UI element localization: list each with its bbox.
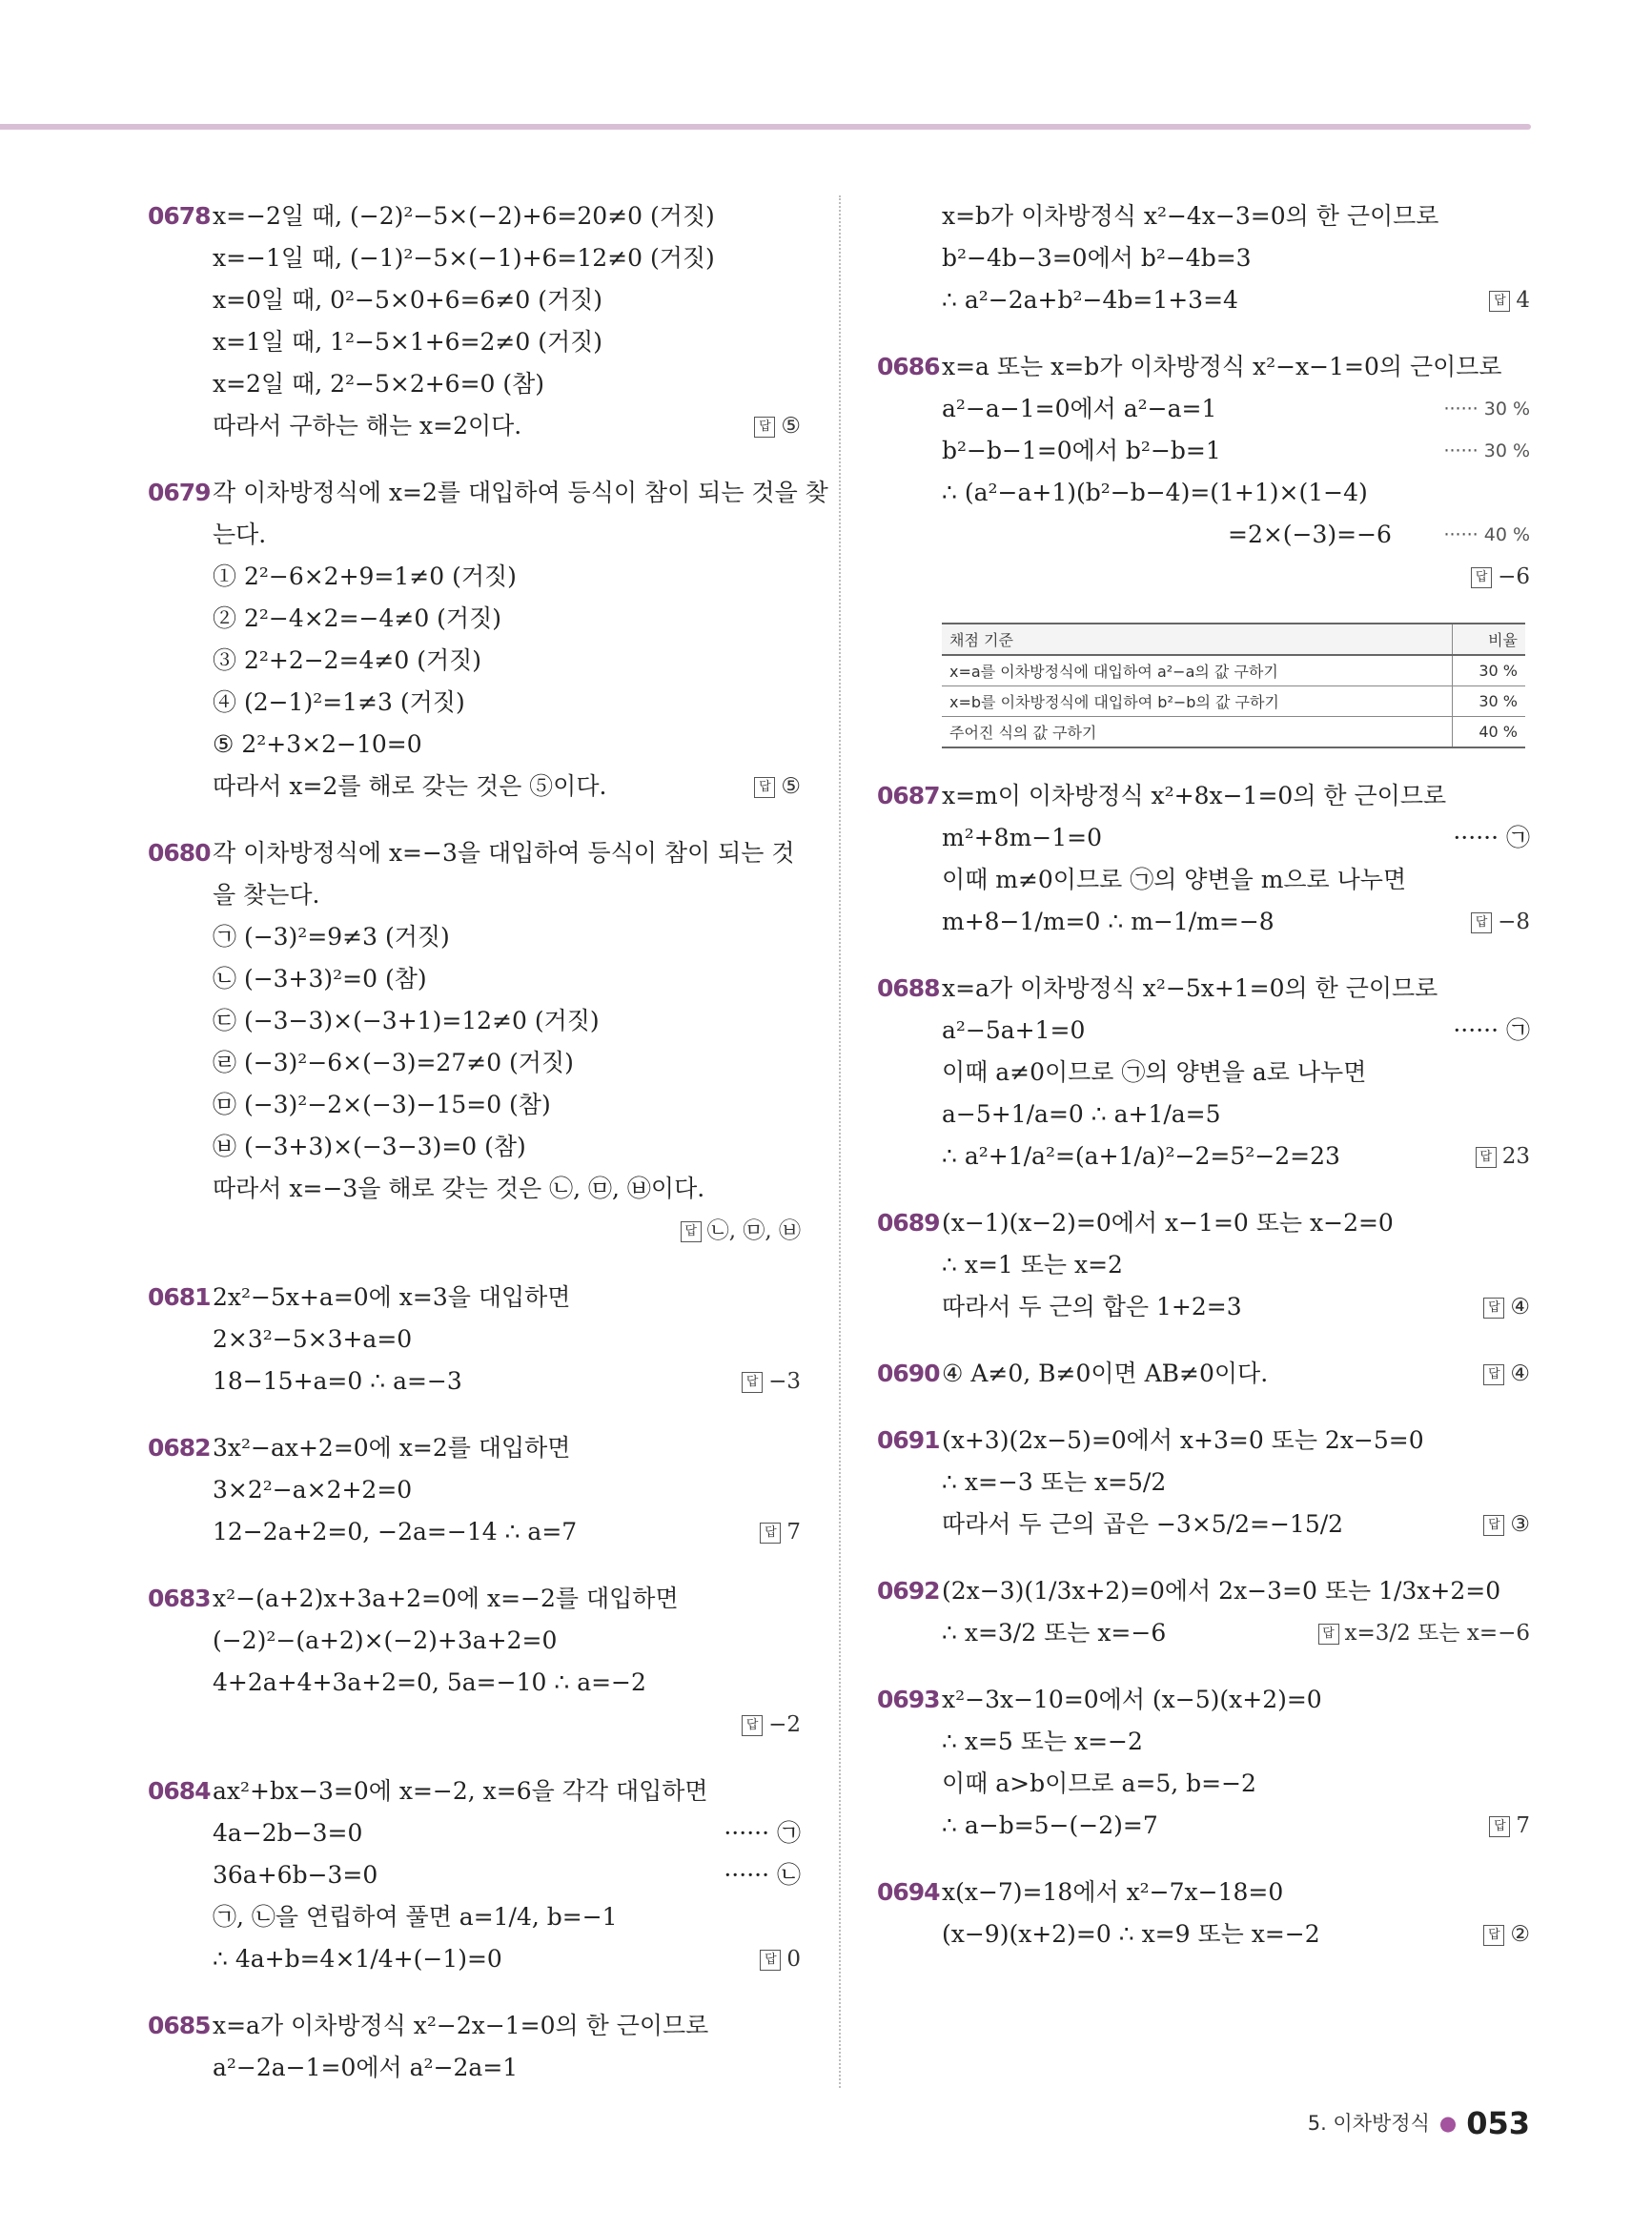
- solution-line: [942, 1872, 1530, 1913]
- header-ratio: 비율: [1453, 624, 1526, 655]
- page-footer: [1308, 2105, 1530, 2141]
- solution-line: [942, 556, 1530, 598]
- solution-line: [942, 1763, 1530, 1805]
- solution-line: [942, 346, 1530, 388]
- answer-value: ②: [1510, 1922, 1530, 1947]
- answer-value: −8: [1498, 910, 1530, 934]
- answer-value: ⑤: [781, 414, 801, 439]
- line-text: x²−3x−10=0에서 (x−5)(x+2)=0: [942, 1686, 1322, 1713]
- page-number: 053: [1466, 2105, 1530, 2141]
- problem-number: 0686: [877, 353, 940, 380]
- line-text: 따라서 두 근의 합은 1+2=3: [942, 1293, 1242, 1320]
- problem-0689: [877, 1202, 1530, 1328]
- line-text: (x−1)(x−2)=0에서 x−1=0 또는 x−2=0: [942, 1209, 1394, 1237]
- line-text: ∴ x=−3 또는 x=5/2: [942, 1468, 1167, 1496]
- problem-0691: [877, 1420, 1530, 1545]
- equation-reference: ······ ㉠: [1453, 824, 1530, 851]
- solution-line: [213, 1511, 801, 1553]
- line-text: ∴ x=3/2 또는 x=−6: [942, 1619, 1167, 1647]
- problem-0694: [877, 1872, 1530, 1955]
- line-text: 이때 a>b이므로 a=5, b=−2: [942, 1770, 1256, 1797]
- line-text: 12−2a+2=0, −2a=−14 ∴ a=7: [213, 1518, 578, 1545]
- line-text: =2×(−3)=−6: [1228, 521, 1392, 548]
- solution-line: [942, 1679, 1530, 1721]
- answer-mark-icon: 답: [1476, 1147, 1497, 1168]
- answer-value: ㉡, ㉤, ㉥: [706, 1218, 801, 1243]
- solution-line: [213, 1938, 801, 1980]
- line-text: 따라서 x=2를 해로 갖는 것은 ⑤이다.: [213, 772, 607, 800]
- solution-line: [213, 682, 801, 724]
- problem-number: 0679: [148, 479, 211, 506]
- line-text: (−2)²−(a+2)×(−2)+3a+2=0: [213, 1626, 558, 1654]
- solution-line: [213, 1578, 801, 1620]
- answer-mark-icon: 답: [1471, 567, 1492, 588]
- problem-number: 0681: [148, 1283, 211, 1311]
- problem-0681: [148, 1277, 801, 1402]
- line-text: ㉢ (−3−3)×(−3+1)=12≠0 (거짓): [213, 1007, 600, 1034]
- solution-line: [213, 1042, 801, 1084]
- solution-line: [213, 1168, 801, 1210]
- answer-value: −2: [768, 1712, 801, 1737]
- answer: [754, 405, 801, 447]
- line-text: 2x²−5x+a=0에 x=3을 대입하면: [213, 1283, 571, 1311]
- line-text: 4+2a+4+3a+2=0, 5a=−10 ∴ a=−2: [213, 1668, 646, 1696]
- line-text: x=a가 이차방정식 x²−5x+1=0의 한 근이므로: [942, 974, 1438, 1002]
- solution-line: [213, 640, 801, 682]
- line-text: x=a가 이차방정식 x²−2x−1=0의 한 근이므로: [213, 2012, 709, 2039]
- solution-line: [213, 556, 801, 598]
- line-text: b²−4b−3=0에서 b²−4b=3: [942, 244, 1252, 272]
- line-text: ④ A≠0, B≠0이면 AB≠0이다.: [942, 1360, 1269, 1387]
- solution-line: [942, 968, 1530, 1010]
- answer-value: −6: [1498, 564, 1530, 589]
- line-text: a²−2a−1=0에서 a²−2a=1: [213, 2054, 519, 2081]
- equation-reference: ······ ㉠: [724, 1819, 801, 1847]
- answer: [681, 1210, 801, 1252]
- line-text: (2x−3)(1/3x+2)=0에서 2x−3=0 또는 1/3x+2=0: [942, 1577, 1501, 1605]
- problem-0693: [877, 1679, 1530, 1847]
- solution-line: [213, 1662, 801, 1704]
- solution-line: [213, 195, 801, 237]
- problem-number: 0683: [148, 1585, 211, 1612]
- solution-line: [942, 1913, 1530, 1955]
- line-text: 3x²−ax+2=0에 x=2를 대입하면: [213, 1434, 571, 1462]
- score-percent: ······ 30 %: [1443, 440, 1530, 461]
- problem-0687: [877, 775, 1530, 943]
- problem-0678: [148, 195, 801, 447]
- scoring-row: [942, 686, 1525, 717]
- answer-mark-icon: 답: [1318, 1624, 1339, 1645]
- left-column: [148, 195, 828, 2114]
- answer: [1318, 1612, 1530, 1654]
- line-text: 을 찾는다.: [213, 881, 320, 909]
- answer-value: −3: [768, 1369, 801, 1394]
- solution-line: [942, 775, 1530, 817]
- problem-number: 0691: [877, 1426, 940, 1454]
- answer-mark-icon: 답: [1483, 1298, 1504, 1319]
- criterion-cell: x=a를 이차방정식에 대입하여 a²−a의 값 구하기: [942, 655, 1453, 686]
- answer: [754, 766, 801, 808]
- solution-line: [213, 724, 801, 766]
- scoring-table: [942, 623, 1525, 748]
- line-text: ㉥ (−3+3)×(−3−3)=0 (참): [213, 1133, 526, 1160]
- solution-line: [942, 1462, 1530, 1504]
- line-text: x=−2일 때, (−2)²−5×(−2)+6=20≠0 (거짓): [213, 202, 715, 230]
- bullet-dot-icon: ●: [1438, 2112, 1458, 2135]
- ratio-cell: 30 %: [1453, 686, 1526, 717]
- problem-0688: [877, 968, 1530, 1177]
- ratio-cell: 40 %: [1453, 717, 1526, 748]
- solution-line: [942, 1052, 1530, 1094]
- line-text: (x+3)(2x−5)=0에서 x+3=0 또는 2x−5=0: [942, 1426, 1424, 1454]
- answer-value: ④: [1510, 1361, 1530, 1386]
- line-text: ① 2²−6×2+9=1≠0 (거짓): [213, 563, 517, 590]
- problem-number: 0694: [877, 1878, 940, 1906]
- answer: [1483, 1504, 1530, 1545]
- answer-value: ③: [1510, 1512, 1530, 1537]
- line-text: ㉤ (−3)²−2×(−3)−15=0 (참): [213, 1091, 551, 1118]
- answer: [1471, 901, 1530, 943]
- line-text: ∴ 4a+b=4×1/4+(−1)=0: [213, 1945, 502, 1973]
- line-text: ∴ x=5 또는 x=−2: [942, 1728, 1143, 1755]
- line-text: ∴ a²−2a+b²−4b=1+3=4: [942, 286, 1238, 314]
- ratio-cell: 30 %: [1453, 655, 1526, 686]
- answer: [1483, 1913, 1530, 1955]
- score-percent: ······ 40 %: [1443, 524, 1530, 545]
- line-text: a²−5a+1=0: [942, 1016, 1086, 1044]
- answer: [1476, 1135, 1530, 1177]
- answer-value: ⑤: [781, 774, 801, 799]
- problem-number: 0693: [877, 1686, 940, 1713]
- solution-line: [213, 1361, 801, 1402]
- header-criterion: 채점 기준: [942, 624, 1453, 655]
- line-text: x=b가 이차방정식 x²−4x−3=0의 한 근이므로: [942, 202, 1439, 230]
- solution-line: [213, 1210, 801, 1252]
- line-text: x²−(a+2)x+3a+2=0에 x=−2를 대입하면: [213, 1585, 679, 1612]
- problem-number: 0689: [877, 1209, 940, 1237]
- column-divider: [839, 195, 841, 2088]
- solution-line: [942, 195, 1530, 237]
- solution-line: [213, 1427, 801, 1469]
- answer-mark-icon: 답: [681, 1221, 702, 1242]
- solution-line: [942, 388, 1530, 430]
- solution-line: [213, 1084, 801, 1126]
- criterion-cell: 주어진 식의 값 구하기: [942, 717, 1453, 748]
- solution-line: [942, 1010, 1530, 1052]
- problem-0680: [148, 832, 801, 1252]
- solution-line: [213, 472, 828, 514]
- solution-line: [942, 1420, 1530, 1462]
- solution-line: [942, 901, 1530, 943]
- right-column: [877, 195, 1530, 1980]
- answer-mark-icon: 답: [1489, 291, 1510, 312]
- right-column-part-a: [877, 195, 1530, 598]
- solution-line: [213, 874, 801, 916]
- solution-line: [213, 832, 801, 874]
- solution-line: [942, 859, 1530, 901]
- answer-mark-icon: 답: [1489, 1816, 1510, 1837]
- solution-line: [942, 1805, 1530, 1847]
- answer-value: 4: [1516, 288, 1530, 313]
- answer-value: 7: [1516, 1813, 1530, 1838]
- problem-0690: [877, 1353, 1530, 1395]
- line-text: x=0일 때, 0²−5×0+6=6≠0 (거짓): [213, 286, 603, 314]
- solution-line: [213, 1854, 801, 1896]
- solution-line: [213, 2005, 801, 2047]
- top-color-bar: [0, 124, 1531, 130]
- right-column-part-b: [877, 775, 1530, 1955]
- line-text: 36a+6b−3=0: [213, 1861, 378, 1889]
- line-text: 각 이차방정식에 x=−3을 대입하여 등식이 참이 되는 것: [213, 839, 795, 867]
- solution-line: [942, 237, 1530, 279]
- solution-line: [942, 514, 1530, 556]
- answer-mark-icon: 답: [754, 777, 775, 798]
- chapter-title: 5. 이차방정식: [1307, 2112, 1430, 2135]
- answer: [1489, 1805, 1530, 1847]
- problem-number: 0690: [877, 1360, 940, 1387]
- problem-0683: [148, 1578, 801, 1746]
- answer-mark-icon: 답: [1471, 912, 1492, 933]
- problem-number: 0685: [148, 2012, 211, 2039]
- line-text: ③ 2²+2−2=4≠0 (거짓): [213, 646, 482, 674]
- solution-line: [942, 1612, 1530, 1654]
- solution-line: [942, 472, 1530, 514]
- line-text: ax²+bx−3=0에 x=−2, x=6을 각각 대입하면: [213, 1777, 708, 1805]
- scoring-row: [942, 717, 1525, 748]
- solution-line: [213, 1620, 801, 1662]
- answer-mark-icon: 답: [742, 1715, 763, 1736]
- line-text: m²+8m−1=0: [942, 824, 1102, 851]
- answer: [760, 1511, 801, 1553]
- line-text: ㉣ (−3)²−6×(−3)=27≠0 (거짓): [213, 1049, 574, 1076]
- solution-line: [213, 1812, 801, 1854]
- answer: [742, 1361, 801, 1402]
- line-text: ∴ a−b=5−(−2)=7: [942, 1811, 1158, 1839]
- answer: [1471, 556, 1530, 598]
- answer: [1489, 279, 1530, 321]
- line-text: 따라서 x=−3을 해로 갖는 것은 ㉡, ㉤, ㉥이다.: [213, 1175, 705, 1202]
- problem-number: 0688: [877, 974, 940, 1002]
- line-text: ∴ (a²−a+1)(b²−b−4)=(1+1)×(1−4): [942, 479, 1368, 506]
- line-text: 는다.: [213, 521, 267, 548]
- line-text: 따라서 두 근의 곱은 −3×5/2=−15/2: [942, 1510, 1344, 1538]
- solution-line: [942, 1244, 1530, 1286]
- problem-0692: [877, 1570, 1530, 1654]
- solution-line: [213, 237, 801, 279]
- solution-line: [213, 514, 801, 556]
- equation-reference: ······ ㉡: [724, 1861, 801, 1889]
- line-text: x(x−7)=18에서 x²−7x−18=0: [942, 1878, 1284, 1906]
- solution-line: [942, 1286, 1530, 1328]
- answer-mark-icon: 답: [1483, 1364, 1504, 1385]
- line-text: a−5+1/a=0 ∴ a+1/a=5: [942, 1100, 1221, 1128]
- line-text: ④ (2−1)²=1≠3 (거짓): [213, 688, 465, 716]
- answer-mark-icon: 답: [1483, 1925, 1504, 1946]
- answer-mark-icon: 답: [1483, 1515, 1504, 1536]
- solution-line: [213, 1319, 801, 1361]
- problem-0686: [877, 346, 1530, 598]
- scoring-table-header: [942, 624, 1525, 655]
- line-text: x=−1일 때, (−1)²−5×(−1)+6=12≠0 (거짓): [213, 244, 715, 272]
- solution-line: [213, 916, 801, 958]
- line-text: b²−b−1=0에서 b²−b=1: [942, 437, 1221, 464]
- answer-mark-icon: 답: [760, 1523, 781, 1544]
- line-text: (x−9)(x+2)=0 ∴ x=9 또는 x=−2: [942, 1920, 1320, 1948]
- solution-line: [213, 766, 801, 808]
- solution-line: [213, 1896, 801, 1938]
- line-text: 각 이차방정식에 x=2를 대입하여 등식이 참이 되는 것을 찾: [213, 479, 828, 506]
- line-text: x=a 또는 x=b가 이차방정식 x²−x−1=0의 근이므로: [942, 353, 1502, 380]
- solution-line: [213, 1000, 801, 1042]
- solution-line: [942, 1721, 1530, 1763]
- line-text: x=1일 때, 1²−5×1+6=2≠0 (거짓): [213, 328, 603, 356]
- answer: [1483, 1286, 1530, 1328]
- solution-line: [213, 1126, 801, 1168]
- line-text: 이때 a≠0이므로 ㉠의 양변을 a로 나누면: [942, 1058, 1367, 1086]
- solution-line: [213, 958, 801, 1000]
- problem-number: 0687: [877, 782, 940, 809]
- line-text: ㉡ (−3+3)²=0 (참): [213, 965, 427, 992]
- solution-line: [213, 1770, 801, 1812]
- problem-number: 0684: [148, 1777, 211, 1805]
- line-text: ∴ x=1 또는 x=2: [942, 1251, 1123, 1279]
- solution-line: [213, 405, 801, 447]
- solution-line: [213, 363, 801, 405]
- solution-line: [942, 279, 1530, 321]
- equation-reference: ······ ㉠: [1453, 1016, 1530, 1044]
- problem-continued: [877, 195, 1530, 321]
- solution-line: [942, 430, 1530, 472]
- problem-0685: [148, 2005, 801, 2089]
- line-text: ∴ a²+1/a²=(a+1/a)²−2=5²−2=23: [942, 1142, 1340, 1170]
- solution-line: [213, 1704, 801, 1746]
- answer: [760, 1938, 801, 1980]
- solution-line: [942, 1353, 1530, 1395]
- solution-line: [942, 1570, 1530, 1612]
- problem-0684: [148, 1770, 801, 1980]
- answer-value: ④: [1510, 1295, 1530, 1320]
- answer-value: 0: [786, 1947, 801, 1972]
- solution-line: [213, 321, 801, 363]
- answer-mark-icon: 답: [754, 417, 775, 438]
- line-text: ㉠, ㉡을 연립하여 풀면 a=1/4, b=−1: [213, 1903, 618, 1931]
- line-text: 2×3²−5×3+a=0: [213, 1325, 413, 1353]
- problem-0682: [148, 1427, 801, 1553]
- answer-value: x=3/2 또는 x=−6: [1344, 1621, 1530, 1646]
- line-text: 18−15+a=0 ∴ a=−3: [213, 1367, 462, 1395]
- scoring-row: [942, 655, 1525, 686]
- line-text: ② 2²−4×2=−4≠0 (거짓): [213, 604, 501, 632]
- solution-line: [213, 279, 801, 321]
- answer-mark-icon: 답: [760, 1950, 781, 1971]
- problem-number: 0680: [148, 839, 211, 867]
- score-percent: ······ 30 %: [1443, 399, 1530, 419]
- answer: [742, 1704, 801, 1746]
- solution-line: [213, 598, 801, 640]
- criterion-cell: x=b를 이차방정식에 대입하여 b²−b의 값 구하기: [942, 686, 1453, 717]
- problem-0679: [148, 472, 828, 808]
- line-text: m+8−1/m=0 ∴ m−1/m=−8: [942, 908, 1275, 935]
- solution-line: [942, 1504, 1530, 1545]
- line-text: x=2일 때, 2²−5×2+6=0 (참): [213, 370, 545, 398]
- line-text: x=m이 이차방정식 x²+8x−1=0의 한 근이므로: [942, 782, 1447, 809]
- problem-number: 0678: [148, 202, 211, 230]
- line-text: 이때 m≠0이므로 ㉠의 양변을 m으로 나누면: [942, 866, 1407, 893]
- answer-value: 7: [786, 1520, 801, 1545]
- solution-line: [942, 1135, 1530, 1177]
- solution-line: [213, 2047, 801, 2089]
- line-text: 4a−2b−3=0: [213, 1819, 363, 1847]
- answer-mark-icon: 답: [742, 1372, 763, 1393]
- answer: [1483, 1353, 1530, 1395]
- line-text: ㉠ (−3)²=9≠3 (거짓): [213, 923, 450, 951]
- solution-line: [942, 1202, 1530, 1244]
- answer-value: 23: [1501, 1144, 1530, 1169]
- solution-line: [213, 1277, 801, 1319]
- line-text: 3×2²−a×2+2=0: [213, 1476, 413, 1504]
- solution-line: [213, 1469, 801, 1511]
- line-text: ⑤ 2²+3×2−10=0: [213, 730, 422, 758]
- problem-number: 0692: [877, 1577, 940, 1605]
- line-text: a²−a−1=0에서 a²−a=1: [942, 395, 1217, 422]
- solution-line: [942, 817, 1530, 859]
- problem-number: 0682: [148, 1434, 211, 1462]
- solution-line: [942, 1094, 1530, 1135]
- line-text: 따라서 구하는 해는 x=2이다.: [213, 412, 522, 440]
